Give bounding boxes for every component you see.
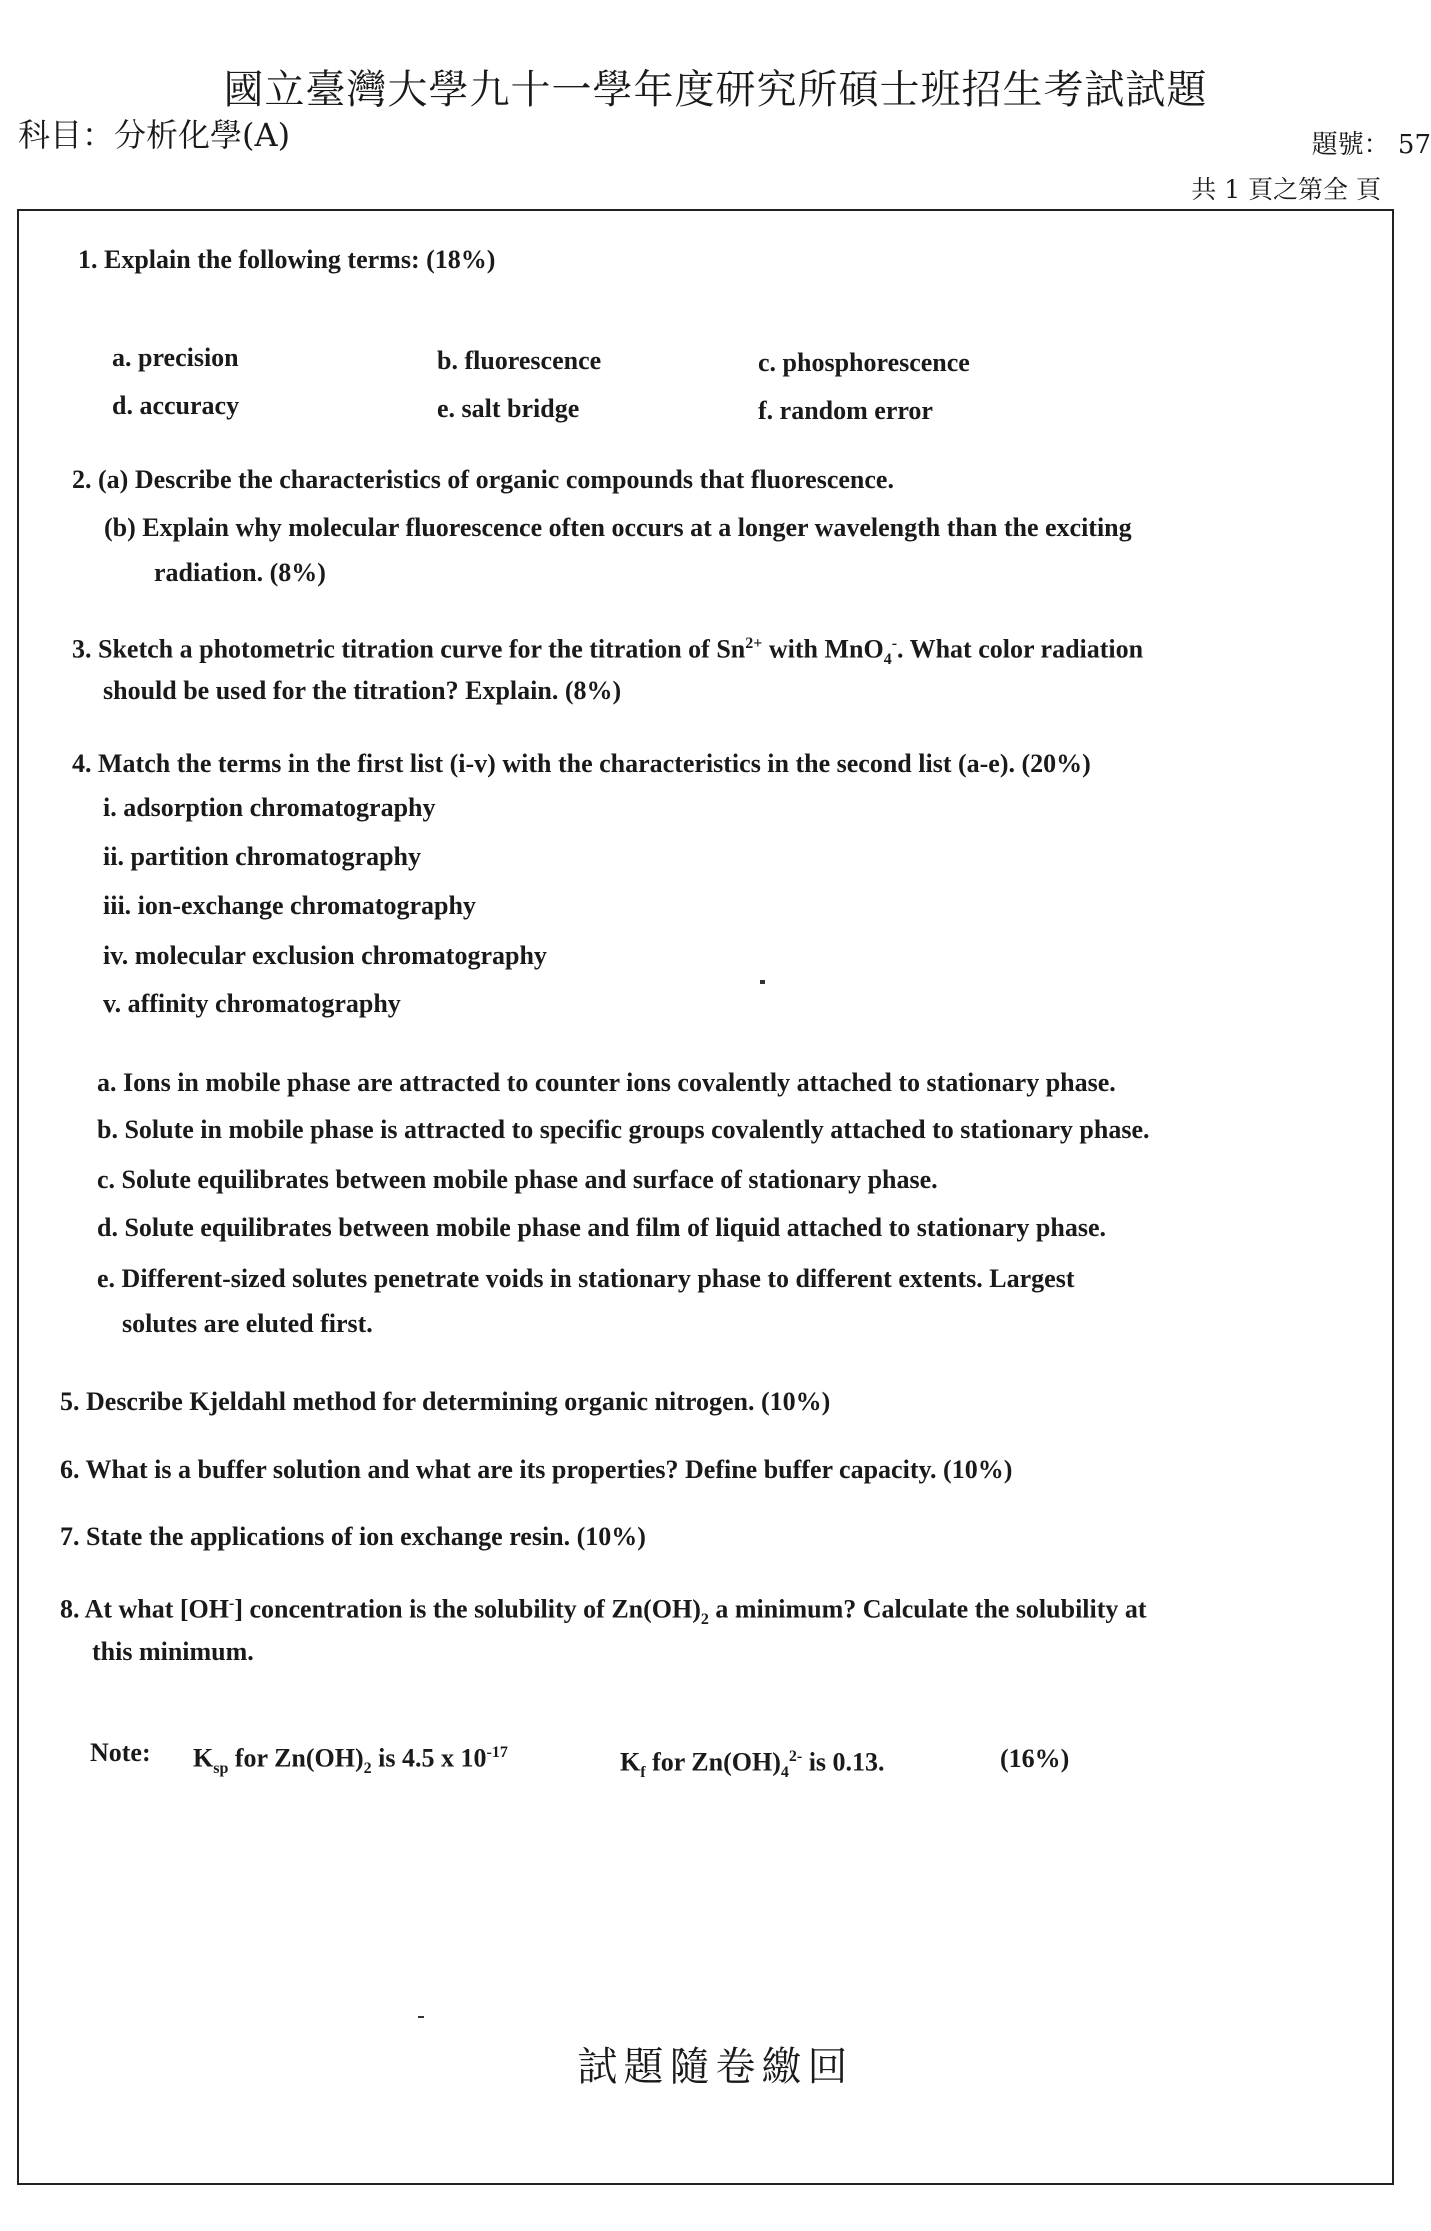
q4-char-d: d. Solute equilibrates between mobile phase and film of liquid attached to stationary phase. <box>97 1213 1107 1242</box>
note-ksp: $K_{sp}$ for $Zn(OH)_2$ is 4.5 x $10^{-17}$ <box>193 1743 508 1777</box>
q3-line2: should be used for the titration? Explain. (8%) <box>103 676 622 705</box>
q5: 5. Describe Kjeldahl method for determining organic nitrogen. (10%) <box>60 1387 831 1416</box>
page-info: 共 1 頁之第全 頁 <box>1191 175 1381 204</box>
q1-term-c: c. phosphorescence <box>758 348 970 377</box>
q2-part-a: 2. (a) Describe the characteristics of organic compounds that fluorescence. <box>72 465 894 494</box>
q4-term-v: v. affinity chromatography <box>103 989 401 1018</box>
q6: 6. What is a buffer solution and what are its properties? Define buffer capacity. (10%) <box>60 1455 1013 1484</box>
q4-term-iii: iii. ion-exchange chromatography <box>103 891 476 920</box>
q4-stem: 4. Match the terms in the first list (i-v) with the characteristics in the second list (a-e). (20%) <box>72 749 1091 778</box>
q4-term-ii: ii. partition chromatography <box>103 842 422 871</box>
q4-char-e: e. Different-sized solutes penetrate voids in stationary phase to different extents. Largest <box>97 1264 1075 1293</box>
q1-stem: 1. Explain the following terms: (18%) <box>78 245 496 274</box>
q1-term-a: a. precision <box>112 343 239 372</box>
footer-return-notice: 試題隨卷繳回 <box>577 2044 854 2090</box>
question-number: 題號： 57 <box>1311 130 1431 160</box>
subject-label: 科目：分析化學(A) <box>18 116 291 154</box>
note-label: Note: <box>90 1738 151 1767</box>
q4-char-c: c. Solute equilibrates between mobile phase and surface of stationary phase. <box>97 1165 938 1194</box>
q3-line1: 3. Sketch a photometric titration curve for the titration of $Sn^{2+}$ with MnO$_4$-. What color radiation <box>72 634 1144 668</box>
q8-line2: this minimum. <box>92 1637 254 1666</box>
q4-term-iv: iv. molecular exclusion chromatography <box>103 941 547 970</box>
q1-term-d: d. accuracy <box>112 391 240 420</box>
stray-mark-2 <box>418 2016 424 2018</box>
q2-part-b-line1: (b) Explain why molecular fluorescence often occurs at a longer wavelength than the exciting <box>104 513 1132 542</box>
q2-part-b-line2: radiation. (8%) <box>154 558 326 587</box>
note-kf: $K_f$ for $Zn(OH)_4^{2-}$ is 0.13. <box>620 1747 885 1781</box>
q4-char-b: b. Solute in mobile phase is attracted to specific groups covalently attached to stationary phase. <box>97 1115 1150 1144</box>
stray-mark <box>760 980 765 984</box>
q1-term-e: e. salt bridge <box>437 394 580 423</box>
exam-title: 國立臺灣大學九十一學年度研究所碩士班招生考試試題 <box>223 67 1208 113</box>
q4-term-i: i. adsorption chromatography <box>103 793 436 822</box>
q1-term-b: b. fluorescence <box>437 346 602 375</box>
q4-char-a: a. Ions in mobile phase are attracted to counter ions covalently attached to stationary phase. <box>97 1068 1116 1097</box>
q4-char-e-cont: solutes are eluted first. <box>122 1309 373 1338</box>
note-percent: (16%) <box>1000 1744 1070 1773</box>
q1-term-f: f. random error <box>758 396 933 425</box>
exam-frame <box>17 209 1394 2185</box>
q8-line1: 8. At what [OH-] concentration is the solubility of $Zn(OH)_2$ a minimum? Calculate the solubility at <box>60 1594 1147 1628</box>
q7: 7. State the applications of ion exchange resin. (10%) <box>60 1522 646 1551</box>
